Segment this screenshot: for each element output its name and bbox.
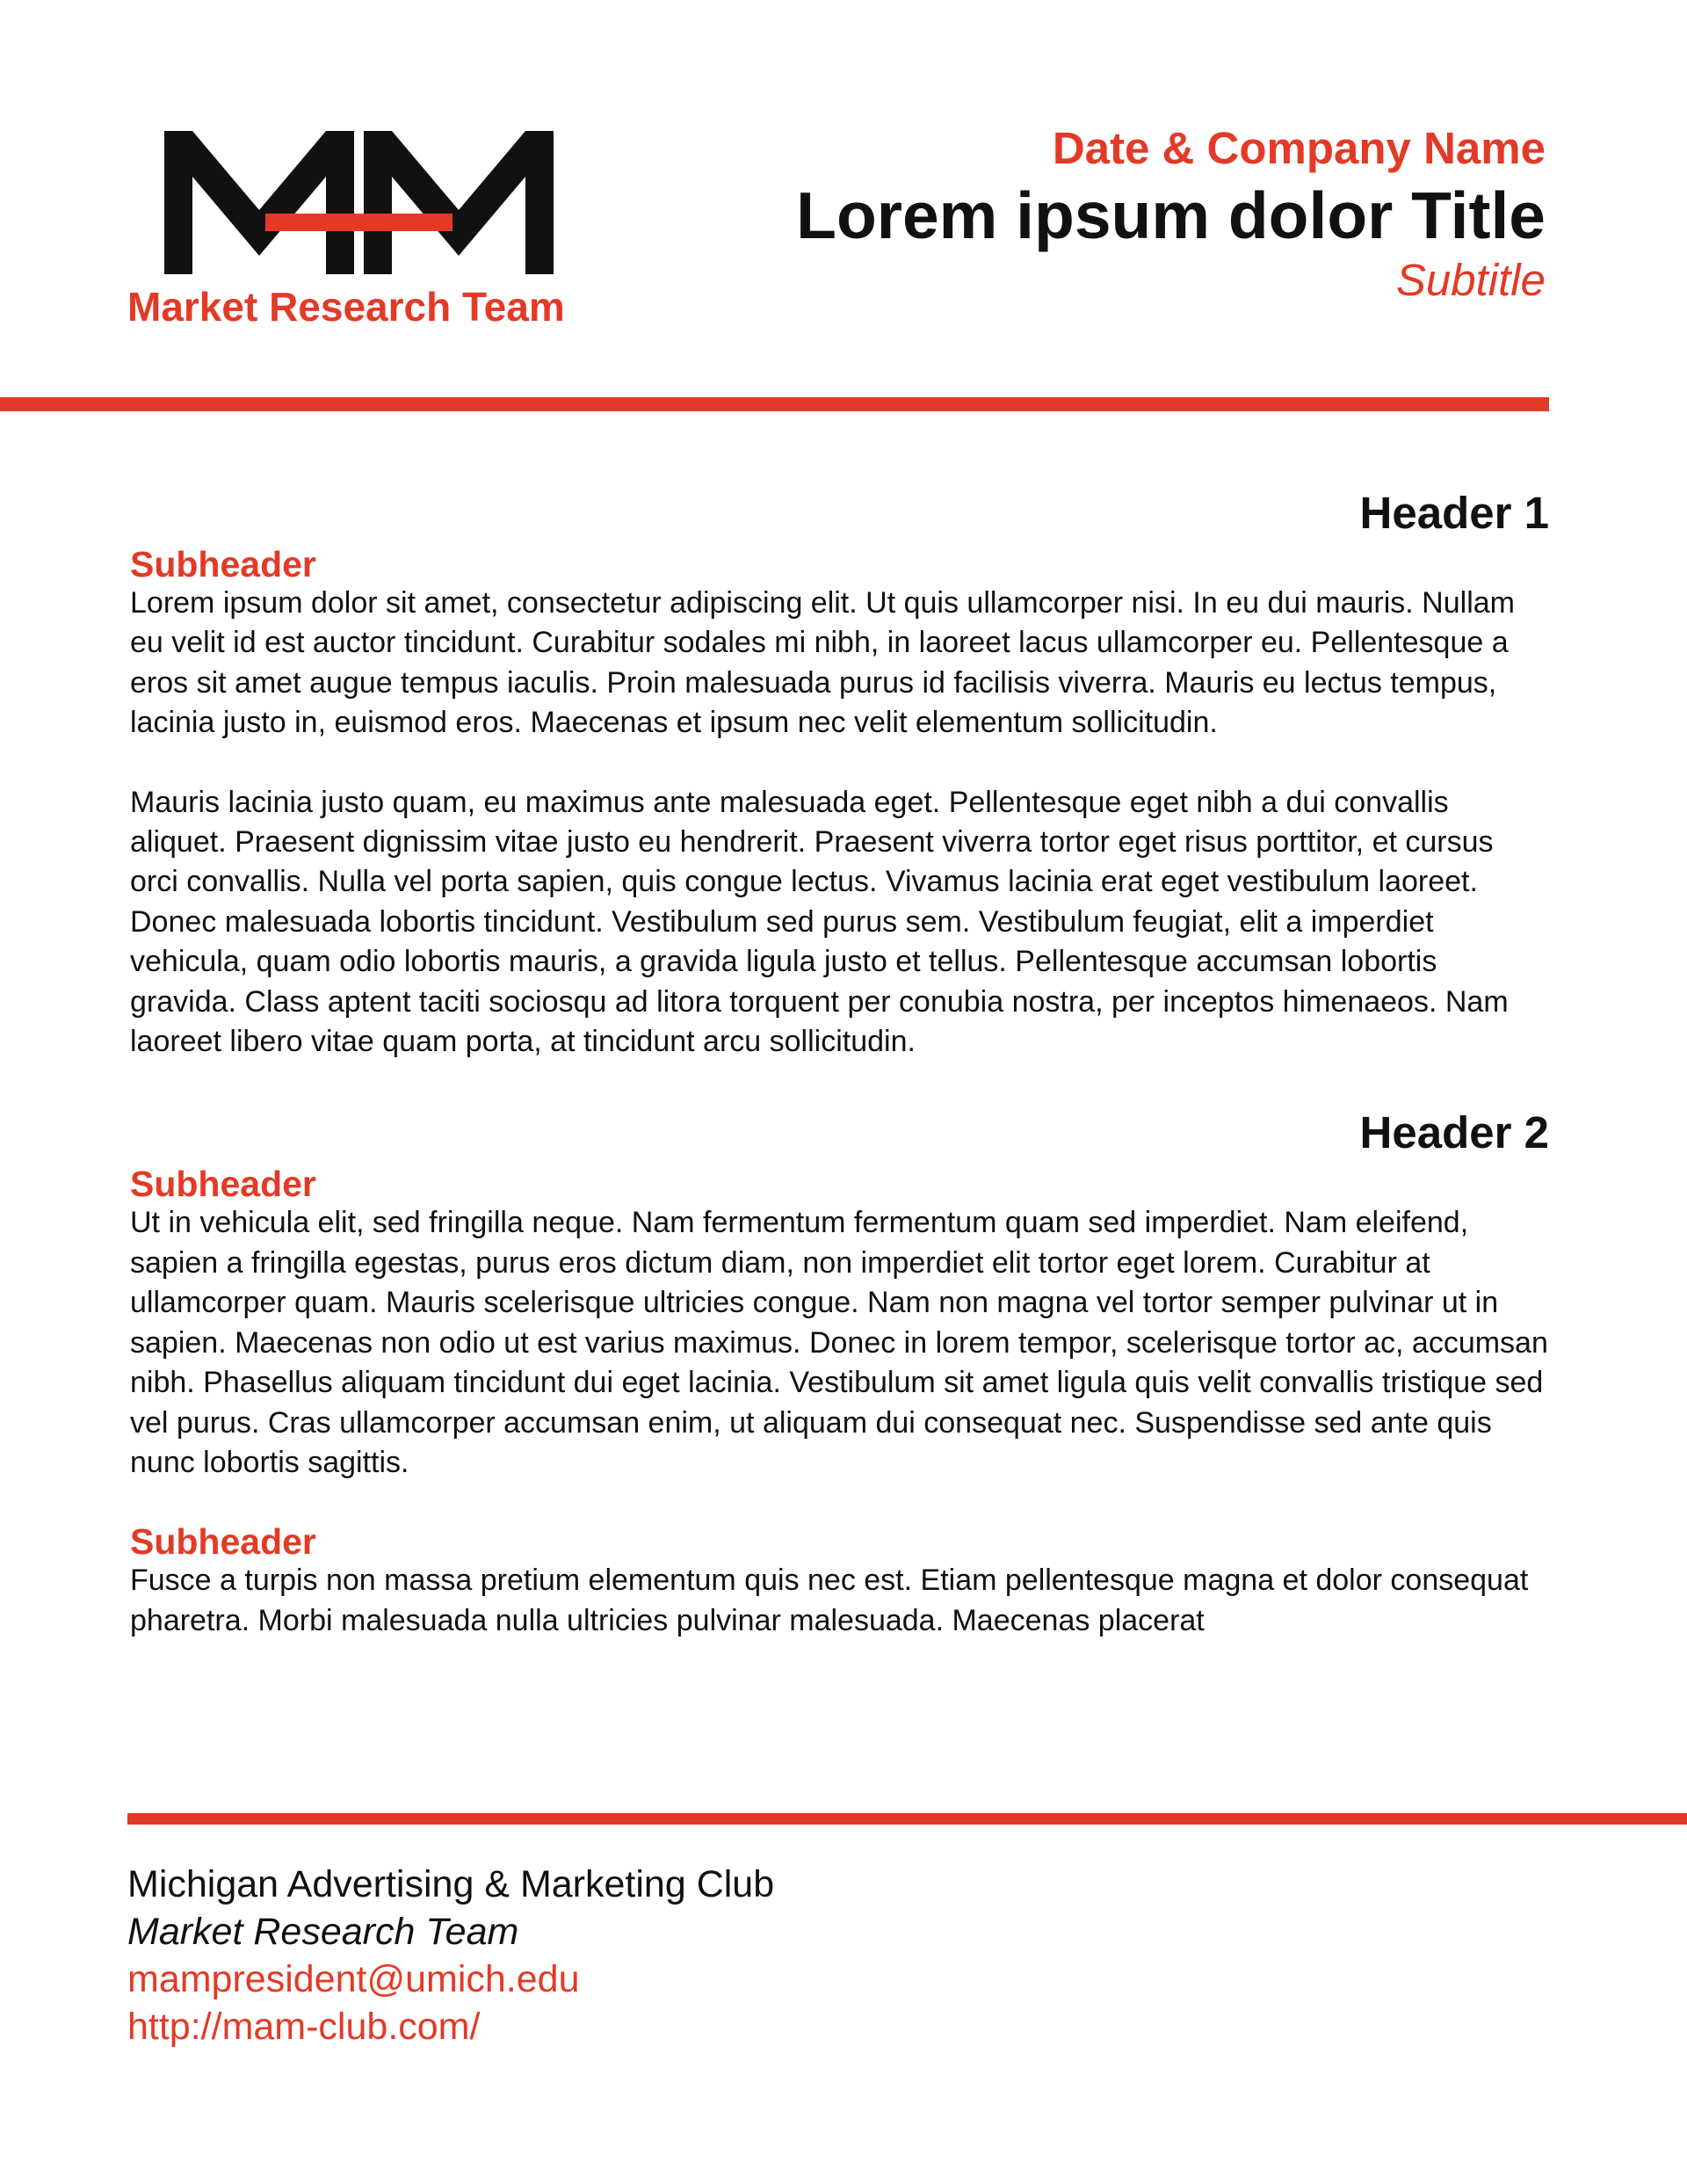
section-subheader: Subheader	[130, 1164, 316, 1205]
mm-logo	[164, 131, 554, 274]
body-paragraph: Ut in vehicula elit, sed fringilla neque. Nam fermentum fermentum quam sed imperdiet. Nam eleifend, sapien a fringilla egestas, purus eros dictum diam, non imperdiet elit tortor eget lorem. Curabitur at ullamcorper quam. Mauris scelerisque ultricies congue. Nam non magna vel tortor semper pulvinar ut in sapien. Maecenas non odio ut est varius maximus. Donec in lorem tempor, scelerisque tortor ac, accumsan nibh. Phasellus aliquam tincidunt dui eget lacinia. Vestibulum sit amet ligula quis velit convallis tristique sed vel purus. Cras ullamcorper accumsan enim, ut aliquam dui consequat nec. Suspendisse sed ante quis nunc lobortis sagittis.	[130, 1206, 1548, 1479]
date-company-name: Date & Company Name	[1052, 123, 1546, 173]
document-body	[130, 482, 1549, 1641]
subsection	[130, 1522, 1549, 1641]
logo-team-name: Market Research Team	[127, 284, 565, 330]
document-subtitle: Subtitle	[1395, 255, 1546, 305]
bottom-divider	[127, 1813, 1687, 1825]
footer	[127, 1861, 774, 2050]
section-1	[130, 482, 1549, 1062]
top-divider	[0, 397, 1549, 411]
footer-team: Market Research Team	[127, 1911, 519, 1953]
body-paragraph: Mauris lacinia justo quam, eu maximus ante malesuada eget. Pellentesque eget nibh a dui convallis aliquet. Praesent dignissim vitae justo eu hendrerit. Praesent viverra tortor eget risus porttitor, et cursus orci convallis. Nulla vel porta sapien, quis congue lectus. Vivamus lacinia erat eget vestibulum laoreet. Donec malesuada lobortis tincidunt. Vestibulum sed purus sem. Vestibulum feugiat, elit a imperdiet vehicula, quam odio lobortis mauris, a gravida ligula justo et tellus. Pellentesque accumsan lobortis gravida. Class aptent taciti sociosqu ad litora torquent per conubia nostra, per inceptos himenaeos. Nam laoreet libero vitae quam porta, at tincidunt arcu sollicitudin.	[130, 785, 1509, 1059]
section-header: Header 2	[1359, 1107, 1549, 1158]
body-paragraph: Fusce a turpis non massa pretium elementum quis nec est. Etiam pellentesque magna et dolor consequat pharetra. Morbi malesuada nulla ultricies pulvinar malesuada. Maecenas placerat	[130, 1564, 1529, 1637]
document-header	[796, 121, 1546, 306]
section-subheader: Subheader	[130, 1521, 316, 1563]
footer-email-link[interactable]: mampresident@umich.edu	[127, 1958, 580, 2000]
footer-website-link[interactable]: http://mam-club.com/	[127, 2006, 481, 2048]
body-paragraph: Lorem ipsum dolor sit amet, consectetur adipiscing elit. Ut quis ullamcorper nisi. In eu dui mauris. Nullam eu velit id est auctor tincidunt. Curabitur sodales mi nibh, in laoreet lacus ullamcorper eu. Pellentesque a eros sit amet augue tempus iaculis. Proin malesuada purus id facilisis viverra. Mauris eu lectus tempus, lacinia justo in, euismod eros. Maecenas et ipsum nec velit elementum sollicitudin.	[130, 586, 1515, 740]
section-header: Header 1	[1359, 488, 1549, 538]
section-subheader: Subheader	[130, 544, 316, 584]
section-2	[130, 1101, 1549, 1641]
document-title: Lorem ipsum dolor Title	[796, 178, 1546, 252]
footer-organization: Michigan Advertising & Marketing Club	[127, 1863, 775, 1905]
